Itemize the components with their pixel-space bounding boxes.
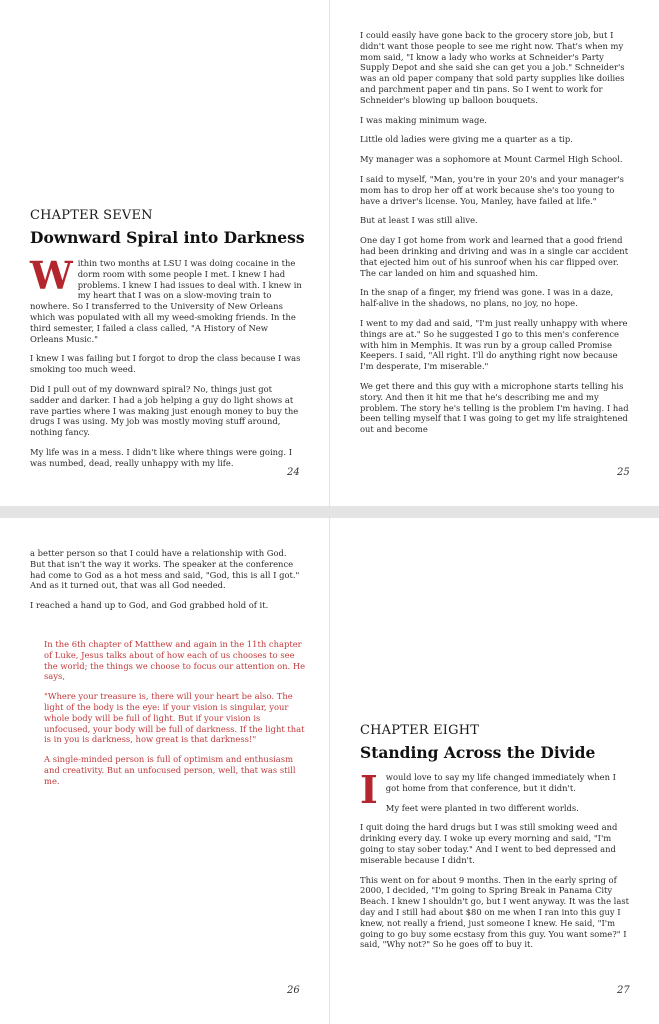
paragraph: My life was in a mess. I didn't like where things were going. I was numbed, dead, really unhappy with my life. [30, 446, 293, 468]
page-number: 26 [287, 985, 300, 996]
chapter-label: CHAPTER SEVEN [30, 208, 153, 223]
red-paragraph: A single-minded person is full of optimism and enthusiasm and creativity. But an unfocused person, well, that was still me. [44, 754, 296, 786]
paragraph: In the snap of a finger, my friend was gone. I was in a daze, half-alive in the shadows, no plans, no joy, no hope. [360, 287, 614, 309]
red-paragraph: "Where your treasure is, there will your heart be also. The light of the body is the eye: if your vision is singular, your whole body will be full of light. But if your vision is unfocused, your body will be full of darkness. If the light that is in you is darkness, how great is that darkness!" [44, 691, 305, 745]
page-body [360, 30, 632, 444]
page-number: 25 [617, 467, 630, 478]
paragraph: I quit doing the hard drugs but I was still smoking weed and drinking every day. I woke up every morning and said, "I'm going to stay sober today." And I went to bed depressed and miserable because I didn't. [360, 822, 618, 865]
paragraph: My manager was a sophomore at Mount Carmel High School. [360, 154, 623, 165]
paragraph: I reached a hand up to God, and God grabbed hold of it. [30, 600, 269, 611]
highlight-block [44, 639, 306, 796]
paragraph: We get there and this guy with a microphone starts telling his story. And then it hit me that he's describing me and my problem. The story he's telling is the problem I'm having. I had been telling myself that I was going to get my life straightened out and become [360, 380, 629, 435]
drop-cap: W [30, 253, 73, 298]
paragraph: a better person so that I could have a relationship with God. But that isn't the way it works. The speaker at the conference had come to God as a hot mess and said, "God, this is all I got." And as it turned out, that was all God needed. [30, 548, 300, 591]
paragraph: Little old ladies were giving me a quarter as a tip. [360, 134, 573, 145]
paragraph: I went to my dad and said, "I'm just really unhappy with where things are at." So he suggested I go to this men's conference with him in Memphis. It was run by a group called Promise Keepers. I said, "All right. I'll do anything right now because I'm desperate, I'm miserable." [360, 317, 628, 372]
red-paragraph: In the 6th chapter of Matthew and again in the 11th chapter of Luke, Jesus talks about of how each of us chooses to see the world; the things we choose to focus our attention on. He says, [44, 639, 306, 682]
paragraph: But at least I was still alive. [360, 215, 478, 226]
paragraph: One day I got home from work and learned that a good friend had been drinking and driving and was in a single car accident that ejected him out of his sunroof when his car flipped over. The car landed on him and squashed him. [360, 235, 629, 278]
paragraph: This went on for about 9 months. Then in the early spring of 2000, I decided, "I'm going to Spring Break in Panama City Beach. I knew I shouldn't go, but I went anyway. It was the last day and I still had about $80 on me when I ran into this guy I knew, not really a friend, just someone I knew. He said, "I'm going to go buy some ecstasy from this guy. You want some?" I said, "Why not?" So he goes off to buy it. [360, 874, 630, 950]
paragraph: I said to myself, "Man, you're in your 20's and your manager's mom has to drop her off at work because she's too young to have a driver's license. You, Manley, have failed at life." [360, 173, 624, 206]
paragraph: I knew I was failing but I forgot to drop the class because I was smoking too much weed. [30, 353, 301, 375]
paragraph: Iwould love to say my life changed immediately when I got home from that conference, but it didn't. [360, 767, 616, 812]
page-26 [0, 518, 329, 1024]
page-27 [330, 518, 659, 1024]
page-body [360, 767, 632, 959]
page-25 [330, 0, 659, 506]
chapter-title: Downward Spiral into Darkness [30, 228, 305, 247]
page-24 [0, 0, 329, 506]
chapter-title: Standing Across the Divide [360, 743, 596, 762]
chapter-label: CHAPTER EIGHT [360, 723, 480, 738]
page-body [30, 548, 302, 620]
paragraph: I was making minimum wage. [360, 114, 487, 125]
page-number: 27 [617, 985, 630, 996]
page-number: 24 [287, 467, 300, 478]
paragraph: Within two months at LSU I was doing cocaine in the dorm room with some people I met. I knew I had problems. I knew I had issues to deal with. I knew in my heart that I was on a slow-moving train to nowhere. So I transferred to the University of New Orleans which was populated with all my weed-smoking friends. In the third semester, I failed a class called, "A History of New Orleans Music." [30, 253, 302, 344]
paragraph: Did I pull out of my downward spiral? No, things just got sadder and darker. I had a job helping a guy do light shows at rave parties where I was making just enough money to buy the drugs I was using. My job was mostly moving stuff around, nothing fancy. [30, 383, 299, 438]
drop-cap: I [360, 767, 378, 812]
page-body [30, 253, 302, 478]
paragraph: I could easily have gone back to the grocery store job, but I didn't want those people to see me right now. That's when my mom said, "I know a lady who works at Schneider's Party Supply Depot and she said she can get you a job." Schneider's was an old paper company that sold party supplies like doilies and parchment paper and tin pans. So I went to work for Schneider's blowing up balloon bouquets. [360, 30, 625, 105]
paragraph: My feet were planted in two different worlds. [385, 802, 579, 813]
